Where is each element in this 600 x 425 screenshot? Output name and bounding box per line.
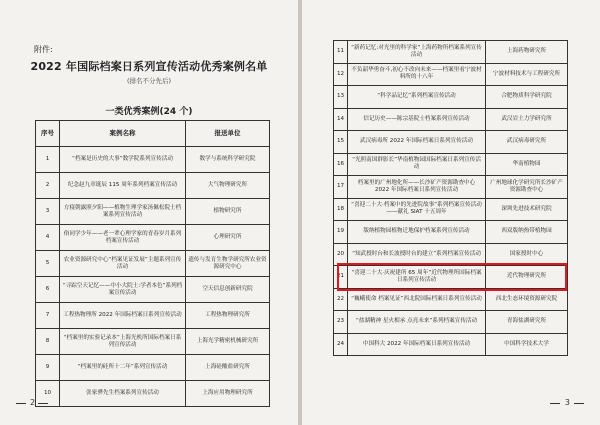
row-case-name: “盐湖精神 星火相承 点亮未来”系列档案宣传活动 xyxy=(348,311,486,334)
row-case-name: “寻踪空天记忆——中小大院士:学者本色”系列档案宣传活动 xyxy=(60,277,186,303)
page-number-dash xyxy=(38,403,48,404)
row-unit: 近代物理研究所 xyxy=(486,266,568,289)
table-row xyxy=(334,176,568,199)
row-unit: 青海盐湖研究所 xyxy=(486,311,568,334)
row-number: 12 xyxy=(334,63,348,86)
row-number: 6 xyxy=(36,277,60,303)
row-case-name: 档案里的广州地化所——长沙矿产资源勘查中心 2022 年国际档案日系列宣传活动 xyxy=(348,176,486,199)
row-number: 14 xyxy=(334,108,348,131)
row-unit: 西双版纳热带植物园 xyxy=(486,221,568,244)
table-row-highlighted xyxy=(334,243,568,266)
table-row xyxy=(334,311,568,334)
table-row xyxy=(334,86,568,109)
attachment-label: 附件: xyxy=(34,45,53,54)
table-row xyxy=(334,153,568,176)
header-number: 序号 xyxy=(36,121,60,147)
row-unit: 数学与系统科学研究院 xyxy=(186,147,270,173)
table-row xyxy=(334,198,568,221)
row-unit: 武汉病毒研究所 xyxy=(486,131,568,154)
page-number-dash xyxy=(574,403,584,404)
right-page-number: 3 xyxy=(564,398,570,407)
table-row xyxy=(36,147,270,173)
row-unit: 上海应用物理研究所 xyxy=(186,381,270,407)
row-number: 16 xyxy=(334,153,348,176)
table-row xyxy=(36,225,270,251)
table-row xyxy=(36,381,270,407)
row-unit: 上海硅酸盐研究所 xyxy=(186,355,270,381)
row-unit: 西北生态环境资源研究院 xyxy=(486,288,568,311)
row-unit: 上海药物研究所 xyxy=(486,41,568,64)
row-unit: 宁波材料技术与工程研究所 xyxy=(486,63,568,86)
row-unit: 武汉岩土力学研究所 xyxy=(486,108,568,131)
row-case-name: 纪念赵九章诞辰 115 周年系列档案宣传活动 xyxy=(60,173,186,199)
row-case-name: 方寝朝露照夕阳——植物生理学家汤佩松院士档案系列宣传活动 xyxy=(60,199,186,225)
table-row xyxy=(36,199,270,225)
row-number: 20 xyxy=(334,243,348,266)
row-number: 13 xyxy=(334,86,348,109)
row-unit: 国家授时中心 xyxy=(486,243,568,266)
row-unit: 华南植物园 xyxy=(486,153,568,176)
table-row xyxy=(36,355,270,381)
section-title: 一类优秀案例(24 个) xyxy=(105,107,193,117)
row-number: 1 xyxy=(36,147,60,173)
row-number: 5 xyxy=(36,251,60,277)
row-case-name: “喜迎二十大·档案中的先进院故事”系列档案宣传活动——献礼 SIAT 十五周年 xyxy=(348,198,486,221)
header-case-name: 案例名称 xyxy=(60,121,186,147)
row-case-name: “档案里的硅所十二年”系列宣传活动 xyxy=(60,355,186,381)
row-unit: 植物研究所 xyxy=(186,199,270,225)
row-case-name: “新药记忆:对光里的科学家”上海药物所档案系列宣传活动 xyxy=(348,41,486,64)
row-case-name: 俗同学少年——老一辈心理学家的青春岁月系列档案宣传活动 xyxy=(60,225,186,251)
table-row xyxy=(36,303,270,329)
row-number: 18 xyxy=(334,198,348,221)
row-unit: 上海光学精密机械研究所 xyxy=(186,329,270,355)
row-number: 17 xyxy=(334,176,348,199)
row-number: 24 xyxy=(334,333,348,356)
row-number: 19 xyxy=(334,221,348,244)
page-number-dash xyxy=(550,403,560,404)
row-unit: 广州地球化学研究所长沙矿产资源勘查中心 xyxy=(486,176,568,199)
row-case-name: “喜迎二十大·庆祝建所 65 周年”近代物理所国际档案日系列宣传活动 xyxy=(348,266,486,289)
table-row xyxy=(334,63,568,86)
table-row xyxy=(334,41,568,64)
row-unit: 中国科学技术大学 xyxy=(486,333,568,356)
row-unit: 深圳先进技术研究院 xyxy=(486,198,568,221)
table-row xyxy=(334,108,568,131)
row-number: 22 xyxy=(334,288,348,311)
order-note: (排名不分先后) xyxy=(126,77,172,85)
table-row xyxy=(36,173,270,199)
row-number: 23 xyxy=(334,311,348,334)
header-unit: 报送单位 xyxy=(186,121,270,147)
row-unit: 工程热物理研究所 xyxy=(186,303,270,329)
row-number: 7 xyxy=(36,303,60,329)
row-unit: 遗传与发育生物学研究所农业资源研究中心 xyxy=(186,251,270,277)
table-row xyxy=(36,329,270,355)
left-case-table xyxy=(35,120,270,407)
row-case-name: “档案是历史的大事”数学院系列宣传活动 xyxy=(60,147,186,173)
page-number-dash xyxy=(16,403,26,404)
row-case-name: 信记历史——陈宗基院士档案系列宣传活动 xyxy=(348,108,486,131)
left-page-number: 2 xyxy=(30,398,36,407)
row-case-name: “光照南国群影长”华南植物园国际档案日系列宣传活动 xyxy=(348,153,486,176)
row-case-name: 工程热物理所 2022 年国际档案日系列宣传活动 xyxy=(60,303,186,329)
table-row xyxy=(36,251,270,277)
document-title: 2022 年国际档案日系列宣传活动优秀案例名单 xyxy=(30,60,268,73)
row-case-name: “知武授时台和长波授时台的建立”系列档案宣传活动 xyxy=(348,243,486,266)
table-row xyxy=(334,221,568,244)
left-page xyxy=(0,0,298,425)
row-number: 21 xyxy=(334,266,348,289)
table-row xyxy=(334,333,568,356)
row-case-name: “巍峨使命 档案见证”西北院国际档案日系列宣传活动 xyxy=(348,288,486,311)
row-case-name: 不负韶华勇奋斗,初心不改向未来——档案里看宁波材料所的十八年 xyxy=(348,63,486,86)
table-row xyxy=(334,131,568,154)
row-number: 8 xyxy=(36,329,60,355)
row-number: 3 xyxy=(36,199,60,225)
row-unit: 合肥物质科学研究院 xyxy=(486,86,568,109)
row-number: 15 xyxy=(334,131,348,154)
table-header-row xyxy=(36,121,270,147)
row-case-name: 中国科大 2022 年国际档案日系列宣传活动 xyxy=(348,333,486,356)
row-case-name: “科学品记忆”系列档案宣传活动 xyxy=(348,86,486,109)
row-number: 2 xyxy=(36,173,60,199)
row-number: 11 xyxy=(334,41,348,64)
row-number: 10 xyxy=(36,381,60,407)
row-case-name: “档案里的实验记录本”上海光机所国际档案日系列宣传活动 xyxy=(60,329,186,355)
row-number: 9 xyxy=(36,355,60,381)
table-row xyxy=(334,288,568,311)
row-case-name: 武汉病毒所 2022 年国际档案日系列宣传活动 xyxy=(348,131,486,154)
right-case-table xyxy=(333,40,568,356)
row-unit: 心理研究所 xyxy=(186,225,270,251)
row-unit: 空天信息创新研究院 xyxy=(186,277,270,303)
row-case-name: 农业资源研究中心“档案见证发展”主题系列宣传活动 xyxy=(60,251,186,277)
row-case-name: 版纳植物园植物迁地保护档案系列宣传活动 xyxy=(348,221,486,244)
table-row xyxy=(36,277,270,303)
row-unit: 大气物理研究所 xyxy=(186,173,270,199)
row-number: 4 xyxy=(36,225,60,251)
table-row xyxy=(334,266,568,289)
row-case-name: 张家骅先生档案系列宣传活动 xyxy=(60,381,186,407)
